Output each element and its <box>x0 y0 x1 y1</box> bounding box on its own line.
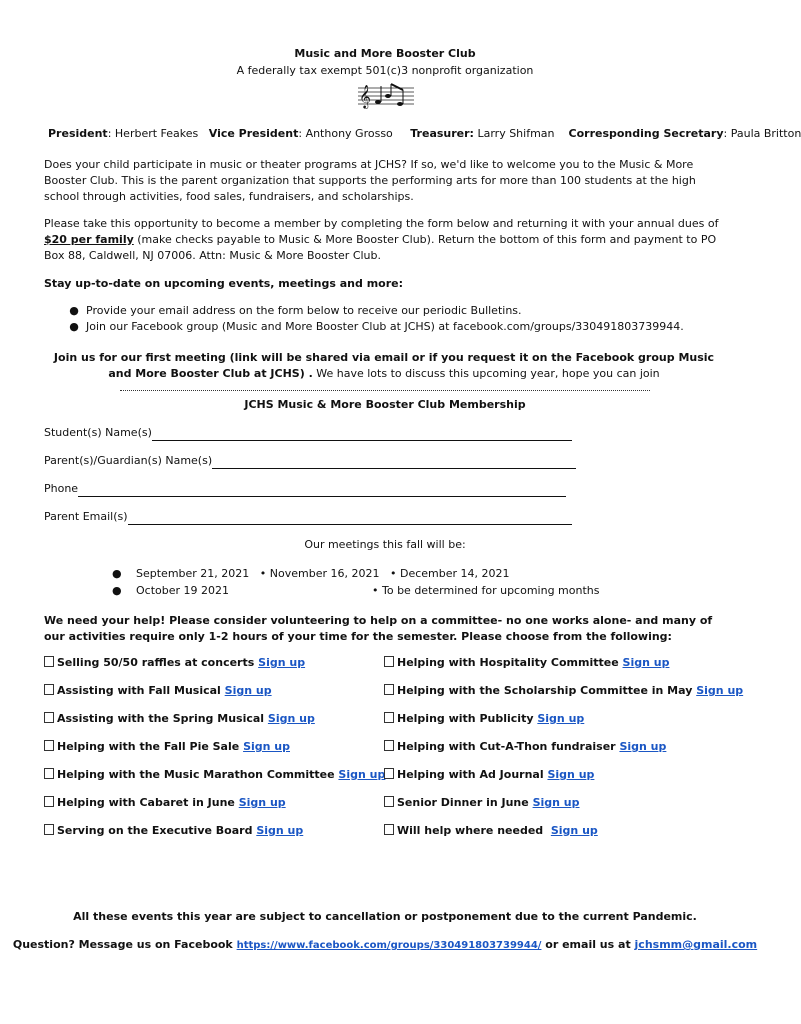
field-label: Phone <box>44 482 79 495</box>
volunteer-option[interactable]: Helping with the Music Marathon Committee Sign up <box>44 768 385 781</box>
club-subtitle: A federally tax exempt 501(c)3 nonprofit organization <box>236 64 534 77</box>
email-field[interactable] <box>44 509 572 525</box>
checkbox-icon[interactable] <box>384 768 394 779</box>
officers-line: President: Herbert Feakes Vice President: Anthony Grosso Treasurer: Larry Shifman Corresponding Secretary: Paula Britton <box>48 127 801 140</box>
phone-field[interactable] <box>44 481 566 497</box>
checkbox-icon[interactable] <box>384 824 394 835</box>
sign-up-link[interactable]: Sign up <box>696 684 744 697</box>
club-title: Music and More Booster Club <box>294 47 476 60</box>
checkbox-icon[interactable] <box>44 824 54 835</box>
checkbox-icon[interactable] <box>44 684 54 695</box>
checkbox-icon[interactable] <box>44 796 54 807</box>
officer-role: Vice President <box>208 127 299 140</box>
dues-amount: $20 per family <box>44 233 134 246</box>
phone-line[interactable] <box>78 484 566 497</box>
membership-text: (make checks payable to Music & More Booster Club). Return the bottom of this form and payment to PO Box 88, Caldwell, NJ 07006. Attn: Music & More Booster Club. <box>44 233 717 262</box>
volunteer-option[interactable]: Helping with the Scholarship Committee in May Sign up <box>384 684 743 697</box>
sign-up-link[interactable]: Sign up <box>338 768 386 781</box>
contact-text: or email us at <box>541 938 635 951</box>
volunteer-option[interactable]: Helping with Cabaret in June Sign up <box>44 796 286 809</box>
checkbox-icon[interactable] <box>384 796 394 807</box>
officer-name: Larry Shifman <box>477 127 555 140</box>
stay-heading: Stay up-to-date on upcoming events, meetings and more: <box>44 277 404 290</box>
parent-name-line[interactable] <box>212 456 576 469</box>
checkbox-icon[interactable] <box>44 768 54 779</box>
contact-text: Question? Message us on Facebook <box>12 938 237 951</box>
cut-line <box>120 390 650 391</box>
volunteer-option[interactable]: Serving on the Executive Board Sign up <box>44 824 303 837</box>
officer-name: Anthony Grosso <box>305 127 393 140</box>
stay-bullets <box>62 303 742 335</box>
meeting-bold-text: Join us for our first meeting (link will be shared via email or if you request it on the Facebook group Music and More Booster Club at JCHS) . <box>53 351 715 380</box>
volunteer-option[interactable]: Helping with Hospitality Committee Sign up <box>384 656 669 669</box>
sign-up-link[interactable]: Sign up <box>550 824 598 837</box>
checkbox-icon[interactable] <box>384 684 394 695</box>
student-name-line[interactable] <box>152 428 572 441</box>
list-item: ● Join our Facebook group (Music and More Booster Club at JCHS) at facebook.com/groups/330491803739944. <box>69 320 684 333</box>
meetings-heading: Our meetings this fall will be: <box>304 538 466 551</box>
volunteer-option[interactable]: Helping with Publicity Sign up <box>384 712 584 725</box>
meeting-date: November 16, 2021 <box>269 567 380 580</box>
field-label: Student(s) Name(s) <box>44 426 152 439</box>
volunteer-option[interactable]: Selling 50/50 raffles at concerts Sign up <box>44 656 305 669</box>
checkbox-icon[interactable] <box>384 712 394 723</box>
email-link[interactable]: jchsmm@gmail.com <box>634 938 758 951</box>
field-label: Parent(s)/Guardian(s) Name(s) <box>44 454 213 467</box>
pandemic-notice: All these events this year are subject to cancellation or postponement due to the current Pandemic. <box>73 910 697 923</box>
checkbox-icon[interactable] <box>44 656 54 667</box>
form-title: JCHS Music & More Booster Club Membership <box>244 398 526 411</box>
sign-up-link[interactable]: Sign up <box>258 656 306 669</box>
meeting-date: December 14, 2021 <box>399 567 510 580</box>
meeting-dates-row-2: ● October 19 2021 <box>112 584 230 597</box>
checkbox-icon[interactable] <box>384 740 394 751</box>
email-line[interactable] <box>128 512 572 525</box>
volunteer-option[interactable]: Helping with Cut-A-Thon fundraiser Sign up <box>384 740 666 753</box>
meeting-text: We have lots to discuss this upcoming year, hope you can join <box>312 367 660 380</box>
sign-up-link[interactable]: Sign up <box>224 684 272 697</box>
music-staff-logo <box>356 82 416 108</box>
meeting-paragraph <box>44 350 724 382</box>
volunteer-option[interactable]: Helping with Ad Journal Sign up <box>384 768 594 781</box>
meeting-dates-row-1: ● September 21, 2021 • November 16, 2021 • December 14, 2021 <box>112 567 510 580</box>
intro-paragraph: Does your child participate in music or theater programs at JCHS? If so, we'd like to welcome you to the Music & More Booster Club. This is the parent organization that supports the performing arts for more than 100 students at the high school through activities, food sales, fundraisers, and scholarships. <box>44 158 696 203</box>
volunteer-option[interactable]: Assisting with Fall Musical Sign up <box>44 684 272 697</box>
sign-up-link[interactable]: Sign up <box>537 712 585 725</box>
officer-role: President <box>48 127 108 140</box>
field-label: Parent Email(s) <box>44 510 128 523</box>
sign-up-link[interactable]: Sign up <box>622 656 670 669</box>
officer-name: Herbert Feakes <box>114 127 199 140</box>
sign-up-link[interactable]: Sign up <box>256 824 304 837</box>
volunteer-heading: We need your help! Please consider volunteering to help on a committee- no one works alone- and many of our activities require only 1-2 hours of your time for the semester. Please choose from the following: <box>44 614 713 643</box>
volunteer-option[interactable]: Senior Dinner in June Sign up <box>384 796 580 809</box>
volunteer-option[interactable]: Helping with the Fall Pie Sale Sign up <box>44 740 290 753</box>
membership-text: Please take this opportunity to become a member by completing the form below and returning it with your annual dues of <box>44 217 719 230</box>
officer-name: Paula Britton <box>730 127 801 140</box>
sign-up-link[interactable]: Sign up <box>619 740 667 753</box>
sign-up-link[interactable]: Sign up <box>532 796 580 809</box>
meeting-date-tbd: • To be determined for upcoming months <box>372 584 600 597</box>
meeting-date: October 19 2021 <box>136 584 230 597</box>
sign-up-link[interactable]: Sign up <box>243 740 290 753</box>
list-item: ● Provide your email address on the form below to receive our periodic Bulletins. <box>69 304 522 317</box>
volunteer-option[interactable]: Will help where needed Sign up <box>384 824 598 837</box>
checkbox-icon[interactable] <box>384 656 394 667</box>
meeting-date: To be determined for upcoming months <box>382 584 600 597</box>
svg-text:𝄞: 𝄞 <box>359 84 371 108</box>
contact-line <box>0 937 770 954</box>
parent-name-field[interactable] <box>44 453 576 469</box>
student-name-field[interactable] <box>44 425 572 441</box>
checkbox-icon[interactable] <box>44 712 54 723</box>
sign-up-link[interactable]: Sign up <box>267 712 315 725</box>
membership-paragraph <box>44 216 724 264</box>
facebook-link[interactable]: https://www.facebook.com/groups/330491803739944/ <box>236 940 542 951</box>
sign-up-link[interactable]: Sign up <box>547 768 595 781</box>
volunteer-option[interactable]: Assisting with the Spring Musical Sign up <box>44 712 315 725</box>
officer-role: Corresponding Secretary <box>568 127 724 140</box>
sign-up-link[interactable]: Sign up <box>238 796 286 809</box>
officer-role: Treasurer: <box>410 127 474 140</box>
checkbox-icon[interactable] <box>44 740 54 751</box>
meeting-date: September 21, 2021 <box>136 567 250 580</box>
